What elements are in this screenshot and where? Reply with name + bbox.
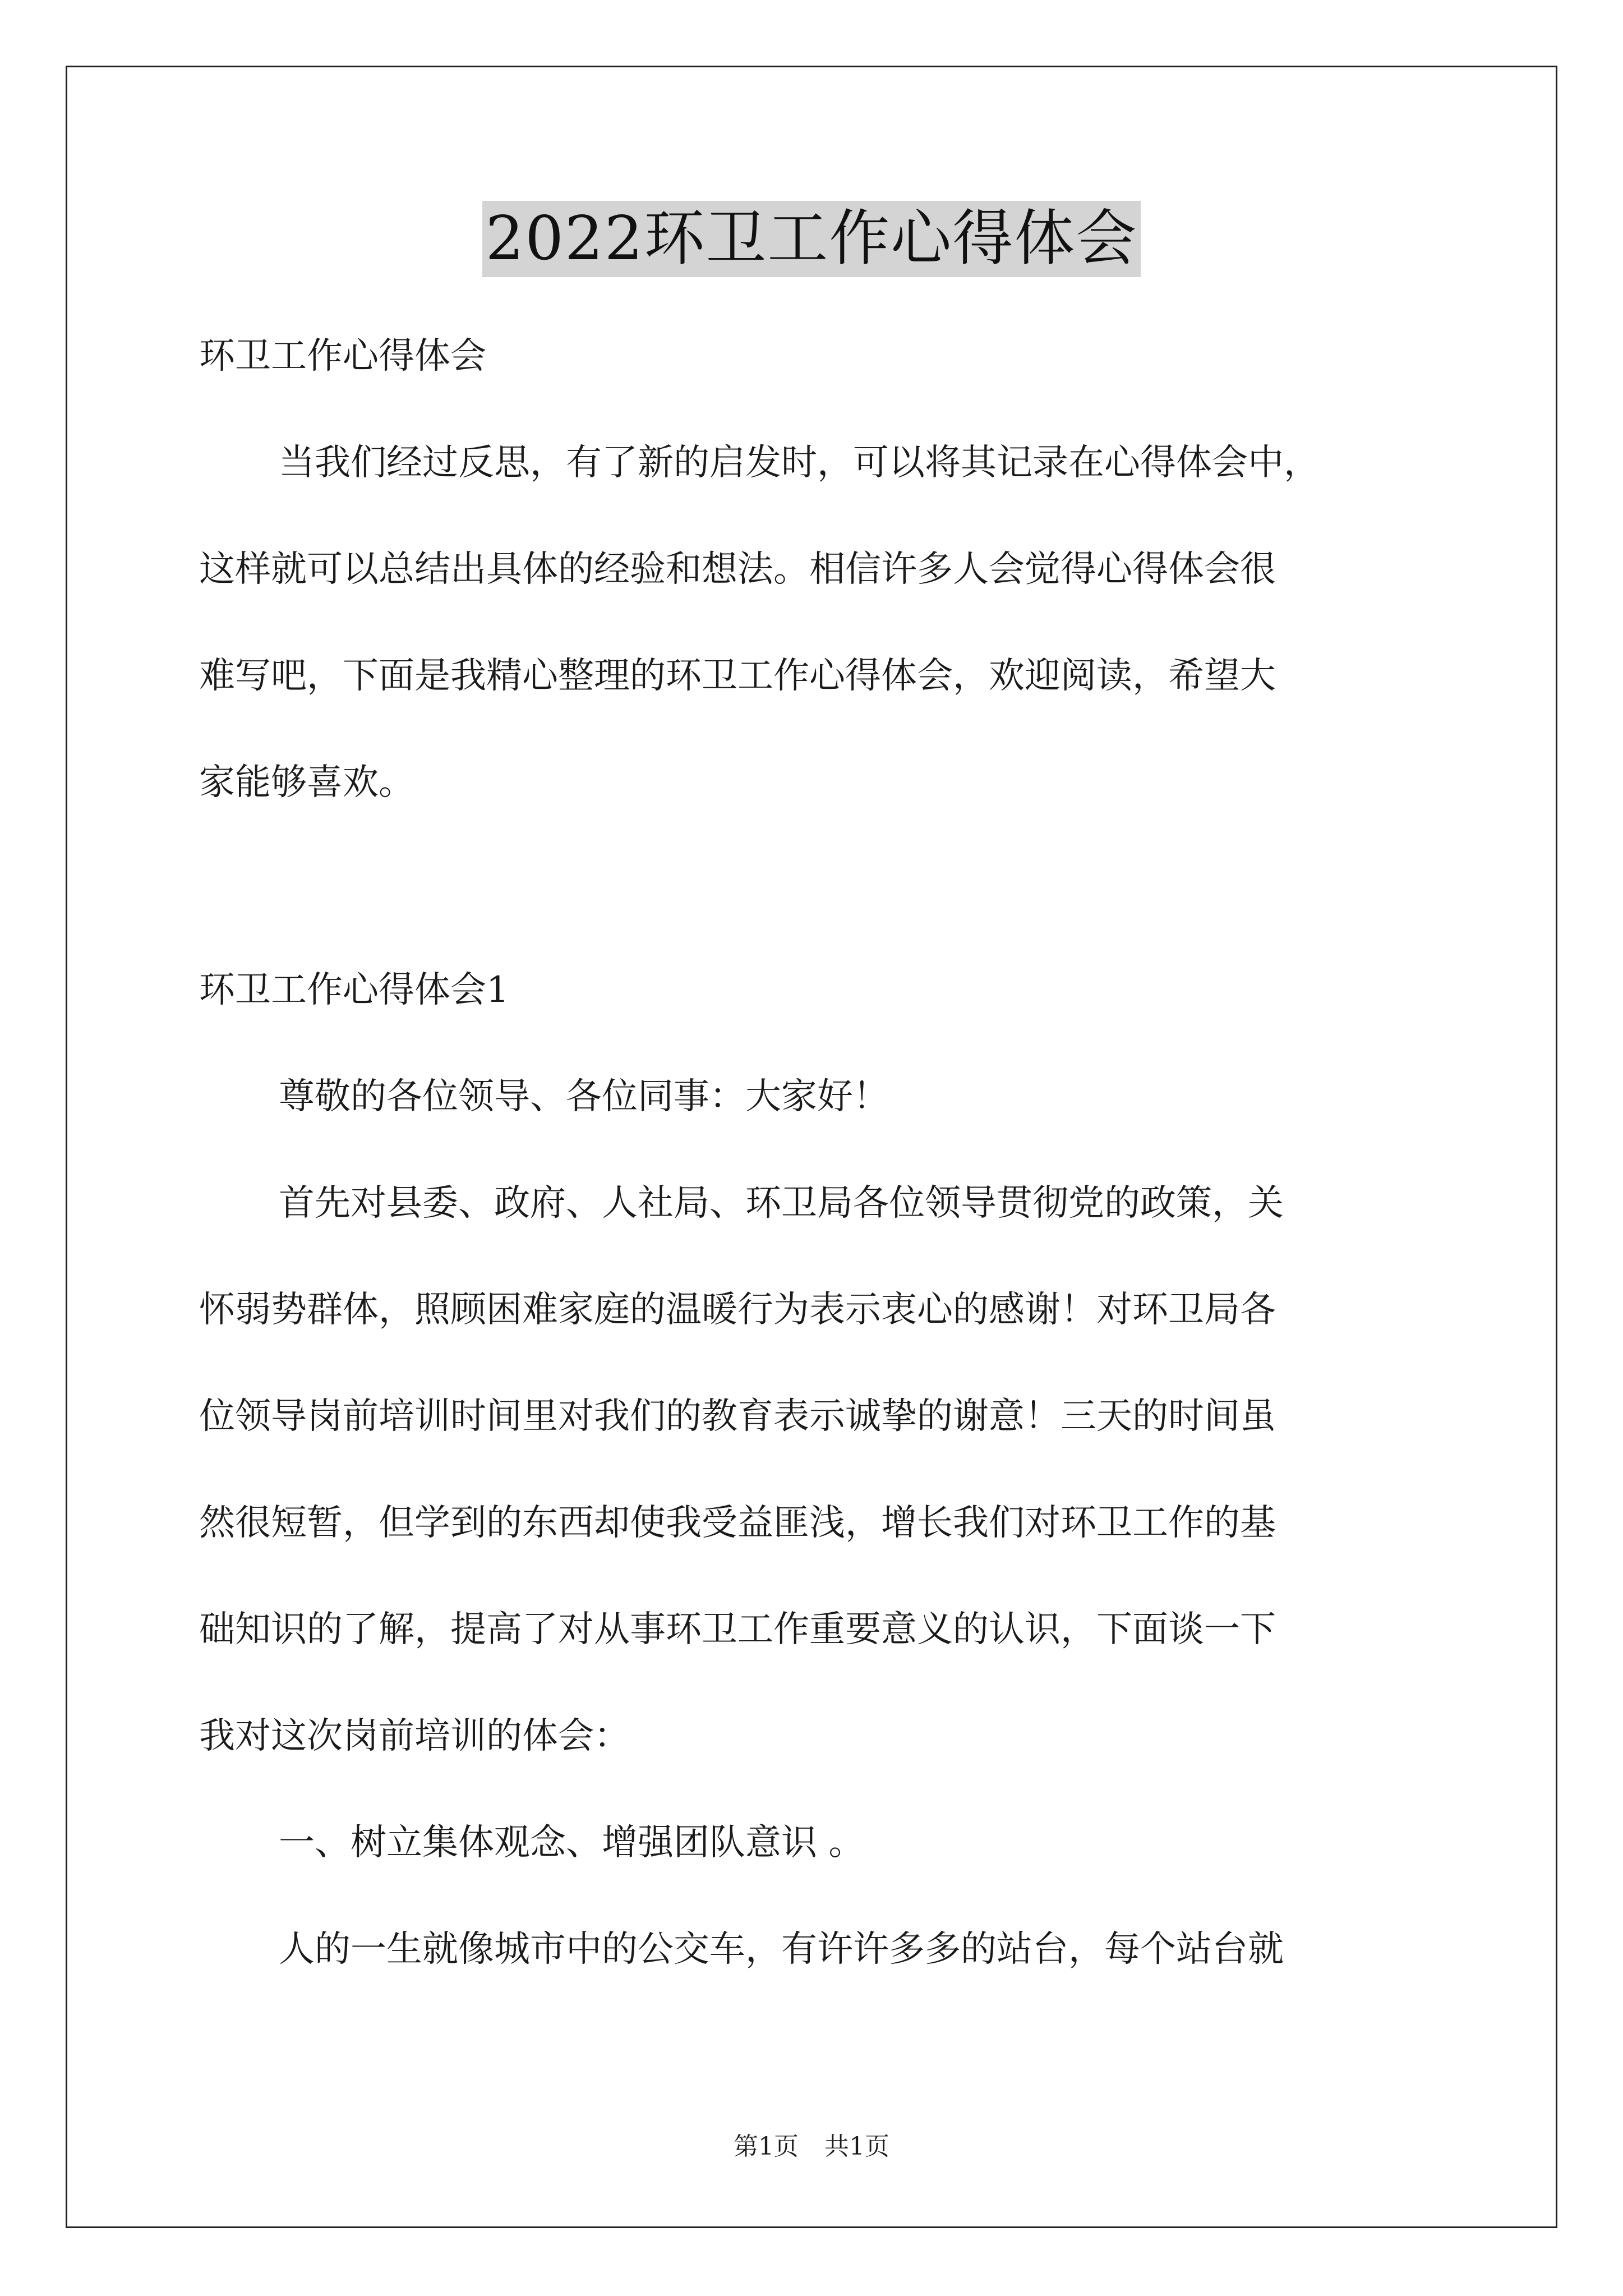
- document-subtitle: 环卫工作心得体会: [199, 335, 486, 377]
- section-heading: 环卫工作心得体会1: [199, 969, 509, 1011]
- body-line: 怀弱势群体，照顾困难家庭的温暖行为表示衷心的感谢！对环卫局各: [199, 1289, 1276, 1331]
- body-line: 人的一生就像城市中的公交车，有许许多多的站台，每个站台就: [279, 1929, 1284, 1970]
- total-pages: 共1页: [824, 2132, 889, 2161]
- document-title: 2022环卫工作心得体会: [482, 201, 1141, 277]
- intro-line: 当我们经过反思，有了新的启发时，可以将其记录在心得体会中，: [279, 442, 1320, 484]
- point-one-heading: 一、树立集体观念、增强团队意识 。: [279, 1822, 865, 1864]
- body-line: 首先对县委、政府、人社局、环卫局各位领导贯彻党的政策，关: [279, 1182, 1284, 1224]
- intro-line: 这样就可以总结出具体的经验和想法。相信许多人会觉得心得体会很: [199, 549, 1276, 590]
- intro-line: 家能够喜欢。: [199, 762, 414, 803]
- page-footer: [0, 2126, 1623, 2162]
- title-container: [0, 201, 1623, 277]
- body-line: 位领导岗前培训时间里对我们的教育表示诚挚的谢意！三天的时间虽: [199, 1396, 1276, 1437]
- intro-line: 难写吧，下面是我精心整理的环卫工作心得体会，欢迎阅读，希望大: [199, 655, 1276, 697]
- body-line: 我对这次岗前培训的体会：: [199, 1715, 630, 1757]
- greeting: 尊敬的各位领导、各位同事：大家好！: [279, 1076, 889, 1117]
- document-body: [199, 303, 1433, 2003]
- body-line: 础知识的了解，提高了对从事环卫工作重要意义的认识，下面谈一下: [199, 1609, 1276, 1650]
- body-line: 然很短暂，但学到的东西却使我受益匪浅，增长我们对环卫工作的基: [199, 1502, 1276, 1544]
- page-number: 第1页: [734, 2132, 799, 2161]
